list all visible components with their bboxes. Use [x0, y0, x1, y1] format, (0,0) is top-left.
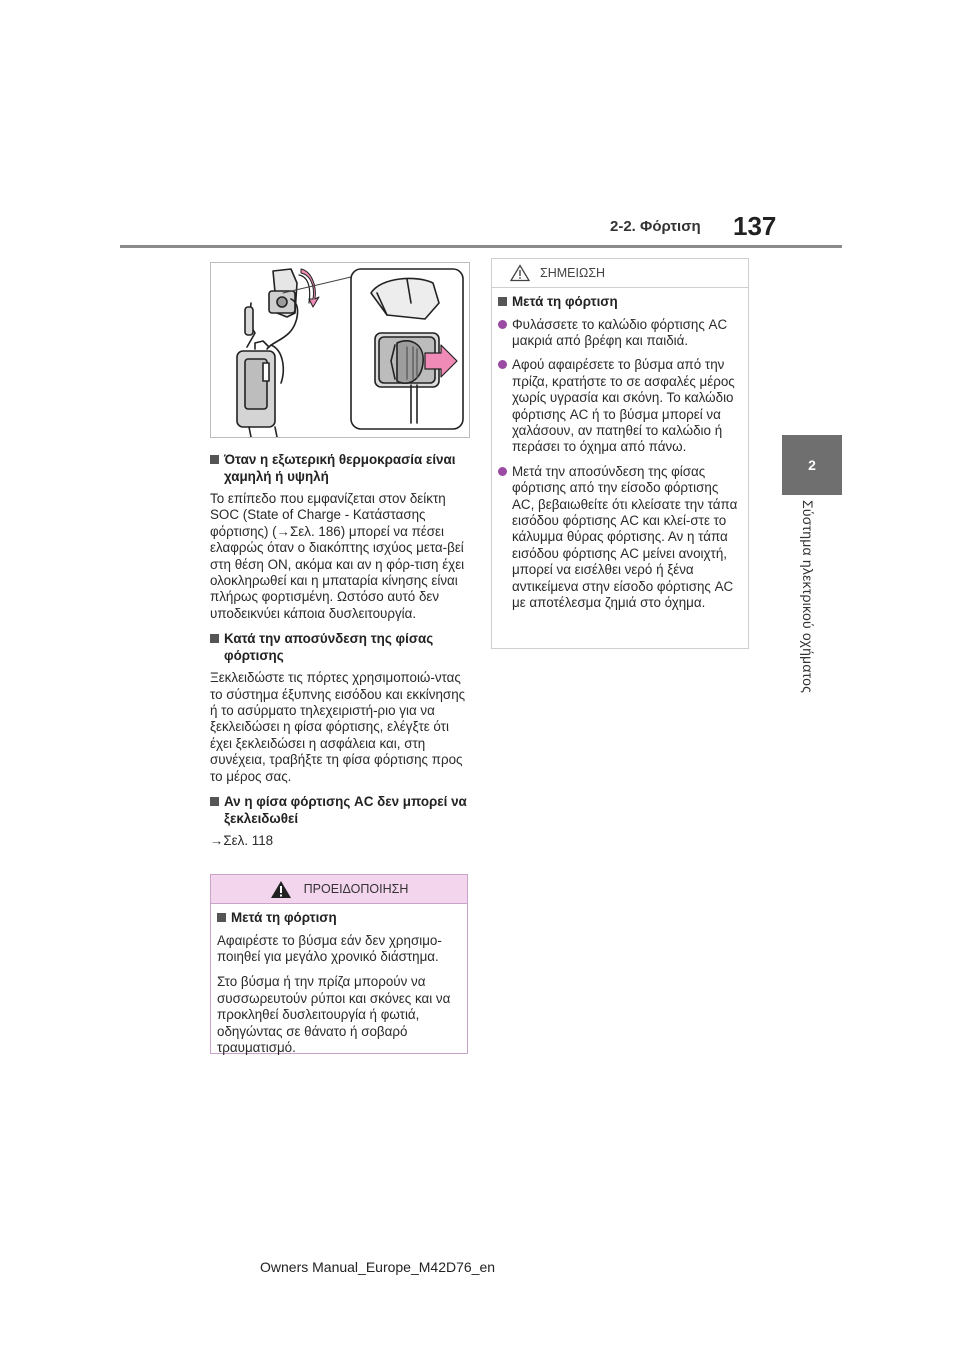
- warning-triangle-icon: [270, 880, 292, 899]
- section-heading: [210, 452, 468, 485]
- warning-heading-text: Μετά τη φόρτιση: [231, 910, 337, 925]
- list-item-text: Φυλάσσετε το καλώδιο φόρτισης AC μακριά από βρέφη και παιδιά.: [512, 316, 728, 348]
- charging-connector-figure: [210, 262, 470, 438]
- caution-triangle-outline-icon: [510, 264, 530, 282]
- note-heading: [498, 294, 742, 311]
- footer-manual-id: Owners Manual_Europe_M42D76_en: [260, 1259, 496, 1275]
- section-heading: [210, 631, 468, 664]
- section-title: 2-2. Φόρτιση: [610, 218, 701, 235]
- left-column: [210, 452, 468, 859]
- paragraph: Το επίπεδο που εμφανίζεται στον δείκτη SOC (State of Charge - Κατάστασης φόρτισης) (→Σελ. 186) μπορεί να πέσει ελαφρώς όταν ο διακόπτης ισχύος μετα-βεί στη θέση ON, ακόμα και αν η φόρ-τιση έχει ολοκληρωθεί και η μπαταρία κίνησης είναι πλήρως φορτισμένη. Ωστόσο αυτό δεν υποδεικνύει κάποια δυσλειτουργία.: [210, 491, 465, 621]
- charging-connector-illustration: [211, 263, 469, 437]
- note-box: [491, 258, 749, 649]
- warning-label: ΠΡΟΕΙΔΟΠΟΙΗΣΗ: [303, 882, 409, 896]
- chapter-tab: 2: [782, 435, 842, 495]
- list-item-text: Μετά την αποσύνδεση της φίσας φόρτισης από την είσοδο φόρτισης AC, βεβαιωθείτε ότι κλείσατε την τάπα εισόδου φόρτισης AC και κλεί-στε το κάλυμμα θύρας φόρτισης. Αν η τάπα εισόδου φόρτισης AC μείνει ανοιχτή, μπορεί να εισέλθει νερό ή ξένα αντικείμενα στην είσοδο φόρτισης AC με αποτέλεσμα ζημιά στο όχημα.: [512, 463, 738, 610]
- page-number: 137: [733, 211, 777, 241]
- section-heading: [210, 794, 468, 827]
- square-bullet-icon: [210, 797, 219, 806]
- section-heading-text: Κατά την αποσύνδεση της φίσας φόρτισης: [224, 631, 434, 663]
- list-item-text: Αφού αφαιρέσετε το βύσμα από την πρίζα, κρατήστε το σε ασφαλές μέρος χωρίς υγρασία και σκόνη. Το καλώδιο φόρτισης AC ή το βύσμα μπορεί να χαλάσουν, αν πατηθεί το καλώδιο ή περάσει το όχημα από πάνω.: [512, 357, 735, 455]
- header-rule: [120, 245, 842, 248]
- list-item: [498, 317, 742, 350]
- square-bullet-icon: [498, 297, 507, 306]
- note-header: [492, 259, 748, 288]
- section-low-high-temperature: [210, 452, 468, 622]
- note-body: [492, 288, 748, 611]
- warning-header: [211, 875, 467, 904]
- circle-bullet-icon: [498, 320, 507, 329]
- warning-body: [211, 904, 467, 1056]
- list-item: [498, 464, 742, 612]
- warning-heading: [217, 910, 461, 927]
- chapter-title: [800, 500, 824, 730]
- note-heading-text: Μετά τη φόρτιση: [512, 294, 618, 309]
- square-bullet-icon: [210, 634, 219, 643]
- section-heading-text: Όταν η εξωτερική θερμοκρασία είναι χαμηλή ή υψηλή: [224, 452, 456, 484]
- chapter-title-text: Σύστημα ηλεκτρικού οχήματος: [800, 500, 816, 694]
- list-item: [498, 357, 742, 455]
- paragraph: Αφαιρέστε το βύσμα εάν δεν χρησιμο-ποιηθεί για μεγάλο χρονικό διάστημα.: [217, 932, 442, 964]
- section-disconnect-plug: [210, 631, 468, 785]
- paragraph: Στο βύσμα ή την πρίζα μπορούν να συσσωρευτούν ρύποι και σκόνες και να προκληθεί δυσλειτουργία ή φωτιά, οδηγώντας σε θάνατο ή σοβαρό τραυματισμό.: [217, 974, 451, 1055]
- page-reference-link[interactable]: →Σελ. 118: [210, 833, 274, 849]
- note-label: ΣΗΜΕΙΩΣΗ: [540, 266, 606, 280]
- paragraph: Ξεκλειδώστε τις πόρτες χρησιμοποιώ-ντας το σύστημα έξυπνης εισόδου και εκκίνησης ή το ασύρματο τηλεχειριστή-ριο για να ξεκλειδώσει η φίσα φόρτισης, ελέγξτε ότι έχει ξεκλειδώσει η ασφάλεια και, στη συνέχεια, τραβήξτε τη φίσα φόρτισης προς το μέρος σας.: [210, 670, 466, 784]
- section-heading-text: Αν η φίσα φόρτισης AC δεν μπορεί να ξεκλειδωθεί: [224, 794, 467, 826]
- square-bullet-icon: [217, 913, 226, 922]
- section-plug-cannot-unlock: [210, 794, 468, 849]
- circle-bullet-icon: [498, 467, 507, 476]
- square-bullet-icon: [210, 455, 219, 464]
- circle-bullet-icon: [498, 360, 507, 369]
- warning-box: [210, 874, 468, 1054]
